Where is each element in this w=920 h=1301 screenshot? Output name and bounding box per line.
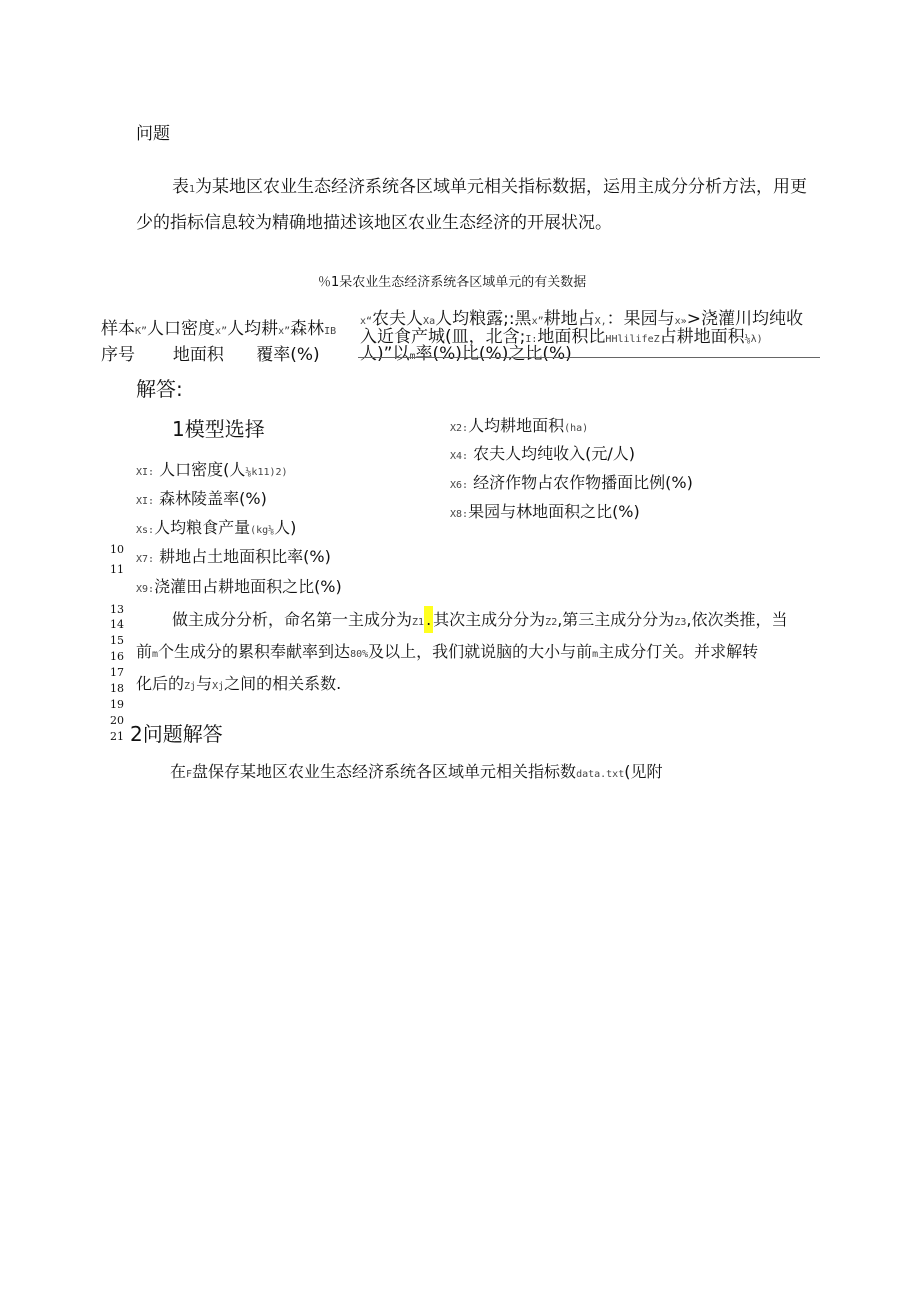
var-x5: Xs:人均粮食产量(kg⅛人) (136, 518, 297, 537)
line-number: 10 (110, 543, 124, 556)
line-number: 18 (110, 682, 124, 695)
var-x8: X8:果园与林地面积之比(%) (450, 502, 640, 521)
intro-line-2: 少的指标信息较为精确地描述该地区农业生态经济的开展状况。 (136, 213, 612, 233)
line-number: 19 (110, 698, 124, 711)
table-header-left-line2: 序号 地面积 覆率(%) (101, 345, 320, 365)
var-x2: X2:人均耕地面积(ha) (450, 416, 589, 435)
line-number: 16 (110, 650, 124, 663)
table-header-left-line2-clip (101, 336, 357, 365)
var-x3: XI: 森林陵盖率(%) (136, 489, 267, 508)
var-x6: X6: 经济作物占农作物播面比例(%) (450, 473, 693, 492)
section-title: 问题 (136, 124, 170, 144)
line-number: 20 (110, 714, 124, 727)
line-number: 11 (110, 563, 124, 576)
model-heading: 1模型选择 (172, 417, 265, 441)
var-x1: XI: 人口密度(人⅛k11)2) (136, 460, 288, 479)
var-x9: X9:浇灌田占耕地面积之比(%) (136, 577, 342, 596)
line-number: 21 (110, 730, 124, 743)
var-x7: X7: 耕地占土地面积比率(%) (136, 547, 331, 566)
line-number: 17 (110, 666, 124, 679)
intro-line-1: 表1为某地区农业生态经济系统各区域单元相关指标数据，运用主成分分析方法，用更 (172, 177, 808, 197)
answer-title: 解答: (136, 377, 183, 401)
table-header-right-line2: 入近食产城(皿，北含;I:地面积比HHlilifeZ占耕地面积⅛λ) (360, 327, 763, 347)
analysis-line-1: 做主成分分析，命名第一主成分为Z1 . 其次主成分分为Z2,第三主成分分为Z3,依次类推，当 (172, 607, 787, 630)
line-number: 13 (110, 603, 124, 616)
table-header-right-line1: x“农夫人Xa人均粮露;:黑x”耕地占X,：果园与x»>浇灌川均纯收 (360, 309, 803, 329)
table-header-left-line1: 样本K”人口密度x”人均耕x”森林IB (101, 319, 337, 339)
table-header-rule (358, 357, 820, 358)
var-x4: X4: 农夫人均纯收入(元/人) (450, 444, 636, 463)
highlight-mark: . (424, 606, 433, 633)
solution-heading: 2问题解答 (130, 722, 223, 746)
table-caption: ％1呆农业生态经济系统各区域单元的有关数据 (318, 275, 587, 290)
solution-line-1: 在F盘保存某地区农业生态经济系统各区域单元相关指标数data.txt(见附 (170, 762, 663, 781)
analysis-line-3: 化后的Zj与Xj之间的相关系数. (136, 674, 342, 693)
line-number: 15 (110, 634, 124, 647)
table-header-right-line3: 人)”以m率(%)比(%)之比(%) (360, 344, 572, 364)
analysis-line-2: 前m个生成分的累积奉献率到达80%及以上，我们就说脑的大小与前m主成分仃关。并求解转 (136, 642, 759, 661)
line-number: 14 (110, 618, 124, 631)
